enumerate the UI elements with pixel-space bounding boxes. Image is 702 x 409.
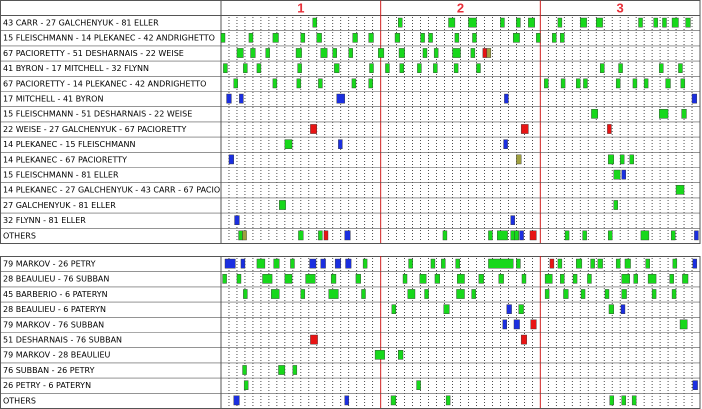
shift-bar: [479, 274, 484, 283]
row-label: 79 MARKOV - 28 BEAULIEU: [3, 350, 111, 360]
shift-bar: [378, 48, 384, 57]
shift-bar: [398, 18, 402, 27]
shift-bar: [446, 396, 450, 405]
shift-bar: [395, 33, 400, 42]
shift-bar: [622, 396, 626, 405]
shift-bar: [403, 274, 407, 283]
mixed-mark: [243, 231, 247, 240]
shift-bar: [563, 289, 568, 298]
goal-for-mark: [504, 140, 508, 149]
shift-bar: [633, 79, 637, 88]
shift-bar: [279, 200, 285, 209]
shift-bar: [591, 259, 595, 268]
shift-bar: [321, 48, 327, 57]
shift-bar: [237, 48, 243, 57]
shift-bar: [558, 259, 562, 268]
shift-bar: [353, 33, 358, 42]
shift-bar: [600, 64, 604, 73]
goal-for-mark: [338, 140, 342, 149]
shift-bar: [243, 64, 247, 73]
goal-for-mark: [337, 94, 345, 103]
row-label: 15 FLEISCHMANN - 51 DESHARNAIS - 22 WEISE: [3, 109, 193, 119]
shift-bar: [652, 289, 656, 298]
shift-bar: [293, 365, 297, 374]
row-label: 45 BARBERIO - 6 PATERYN: [3, 289, 108, 299]
shift-bar: [472, 289, 476, 298]
shift-bar: [609, 305, 614, 314]
shift-bar: [608, 231, 612, 240]
goal-for-mark: [241, 259, 245, 268]
shift-bar: [271, 289, 279, 298]
shift-bar: [614, 200, 618, 209]
shift-bar: [317, 33, 322, 42]
shift-bar: [576, 79, 580, 88]
shift-bar: [331, 274, 336, 283]
row-label: 28 BEAULIEU - 6 PATERYN: [3, 305, 106, 315]
row-label: 51 DESHARNAIS - 76 SUBBAN: [3, 335, 123, 345]
shift-bar: [500, 18, 504, 27]
shift-bar: [516, 18, 520, 27]
shift-bar: [369, 33, 374, 42]
shift-bar: [417, 381, 421, 390]
shift-bar: [519, 305, 524, 314]
shift-bar: [349, 48, 353, 57]
row-label: 27 GALCHENYUK - 81 ELLER: [3, 200, 116, 210]
shift-bar: [610, 396, 614, 405]
shift-bar: [622, 289, 627, 298]
shift-bar: [625, 259, 631, 268]
row-label: 43 CARR - 27 GALCHENYUK - 81 ELLER: [3, 18, 159, 28]
shift-bar: [290, 259, 294, 268]
period-label-3: 3: [616, 0, 624, 16]
shift-bar: [375, 350, 385, 359]
shift-bar: [421, 33, 425, 42]
goal-for-mark: [520, 231, 524, 240]
row-label: 79 MARKOV - 26 PETRY: [3, 259, 96, 269]
shift-bar: [545, 274, 552, 283]
shift-bar: [306, 274, 316, 283]
shift-bar: [515, 231, 519, 240]
shift-bar: [318, 79, 322, 88]
shift-bar: [329, 289, 339, 298]
row-label: OTHERS: [3, 231, 36, 241]
goal-for-mark: [511, 216, 515, 225]
shift-bar: [513, 33, 519, 42]
goal-for-mark: [346, 259, 352, 268]
goal-for-mark: [504, 94, 508, 103]
shift-bar: [221, 33, 225, 42]
goal-for-mark: [310, 259, 316, 268]
shift-bar: [296, 48, 302, 57]
shift-bar: [435, 274, 440, 283]
shift-bar: [654, 18, 658, 27]
shift-bar: [362, 289, 366, 298]
shift-bar: [641, 231, 649, 240]
shift-bar: [297, 79, 301, 88]
shift-bar: [522, 274, 526, 283]
shift-bar: [497, 231, 507, 240]
shift-bar: [616, 79, 620, 88]
shift-bar: [278, 365, 284, 374]
shift-bar: [516, 259, 520, 268]
shift-bar: [454, 64, 458, 73]
shift-bar: [249, 33, 253, 42]
row-label: 14 PLEKANEC - 15 FLEISCHMANN: [3, 140, 136, 150]
shift-bar: [301, 33, 305, 42]
shift-bar: [409, 259, 413, 268]
shift-bar: [301, 289, 305, 298]
shift-bar: [472, 33, 476, 42]
goal-for-mark: [694, 231, 698, 240]
shift-bar: [552, 33, 556, 42]
shift-bar: [285, 274, 292, 283]
goal-against-mark: [310, 124, 316, 133]
shift-bar: [678, 64, 682, 73]
shift-bar: [680, 320, 687, 329]
row-label: 32 FLYNN - 81 ELLER: [3, 216, 86, 226]
goal-for-mark: [622, 170, 626, 179]
goal-for-mark: [693, 381, 698, 390]
shift-bar: [528, 18, 534, 27]
shift-bar: [511, 231, 515, 240]
shift-bar: [468, 18, 476, 27]
shift-bar: [274, 259, 280, 268]
row-label: 14 PLEKANEC - 67 PACIORETTY: [3, 155, 127, 165]
shift-bar: [488, 231, 492, 240]
period-label-1: 1: [297, 0, 305, 16]
shift-bar: [334, 64, 339, 73]
mixed-mark: [487, 48, 491, 57]
shift-bar: [565, 231, 569, 240]
goal-for-mark: [234, 396, 240, 405]
shift-bar: [659, 64, 663, 73]
goal-against-mark: [324, 231, 328, 240]
goal-for-mark: [507, 305, 512, 314]
shift-bar: [369, 79, 373, 88]
shift-bar: [441, 259, 445, 268]
shift-bar: [676, 185, 684, 194]
shift-bar: [620, 155, 624, 164]
goal-for-mark: [345, 231, 351, 240]
row-label: 15 FLEISCHMANN - 81 ELLER: [3, 170, 119, 180]
shift-bar: [223, 64, 227, 73]
shift-bar: [392, 305, 396, 314]
shift-bar: [488, 259, 513, 268]
shift-bar: [672, 18, 678, 27]
shift-bar: [420, 274, 426, 283]
shift-bar: [298, 64, 302, 73]
row-label: 79 MARKOV - 76 SUBBAN: [3, 320, 105, 330]
goal-against-mark: [521, 124, 528, 133]
goal-for-mark: [229, 155, 234, 164]
row-label: 76 SUBBAN - 26 PETRY: [3, 365, 95, 375]
shift-bar: [662, 18, 666, 27]
goal-for-mark: [621, 305, 625, 314]
shift-bar: [608, 155, 614, 164]
shift-bar: [560, 274, 564, 283]
goal-for-mark: [239, 94, 243, 103]
shift-bar: [616, 259, 620, 268]
shift-bar: [639, 18, 643, 27]
shift-bar: [456, 259, 460, 268]
goal-for-mark: [235, 216, 240, 225]
mixed-mark: [516, 155, 521, 164]
shift-bar: [457, 289, 465, 298]
row-label: 17 MITCHELL - 41 BYRON: [3, 94, 104, 104]
goal-for-mark: [693, 259, 697, 268]
shift-bar: [545, 289, 549, 298]
shift-bar: [356, 274, 361, 283]
shift-bar: [580, 18, 586, 27]
shift-bar: [634, 274, 638, 283]
shift-bar: [630, 155, 634, 164]
shift-bar: [614, 170, 620, 179]
shift-bar: [223, 274, 227, 283]
goal-for-mark: [227, 94, 232, 103]
period-header: [1, 1, 701, 16]
shift-bar: [369, 64, 373, 73]
shift-bar: [434, 48, 438, 57]
shift-bar: [591, 109, 597, 118]
goal-for-mark: [335, 259, 341, 268]
row-label: 67 PACIORETTY - 51 DESHARNAIS - 22 WEISE: [3, 48, 184, 58]
shift-bar: [391, 396, 396, 405]
shift-bar: [443, 231, 447, 240]
shift-bar: [644, 79, 648, 88]
row-label: OTHERS: [3, 396, 36, 406]
shift-bar: [237, 274, 241, 283]
row-label: 14 PLEKANEC - 27 GALCHENYUK - 43 CARR - 67 PACIO: [3, 185, 221, 195]
period-label-2: 2: [456, 0, 465, 16]
shift-bar: [400, 64, 404, 73]
shift-bar: [251, 48, 256, 57]
shift-bar: [457, 274, 464, 283]
shift-bar: [576, 259, 582, 268]
shift-bar: [455, 33, 459, 42]
shift-bar: [266, 48, 270, 57]
shift-bar: [243, 365, 247, 374]
shift-bar: [681, 79, 685, 88]
shift-bar: [318, 231, 322, 240]
shift-bar: [363, 259, 367, 268]
shift-bar: [536, 33, 540, 42]
shift-bar: [423, 48, 427, 57]
goal-against-mark: [607, 124, 611, 133]
shift-bar: [425, 289, 429, 298]
shift-bar: [239, 231, 243, 240]
shift-bar: [471, 48, 475, 57]
goal-for-mark: [225, 259, 235, 268]
shift-bar: [273, 33, 279, 42]
goal-for-mark: [321, 259, 326, 268]
shift-bar: [429, 33, 433, 42]
shift-bar: [257, 259, 265, 268]
row-label: 67 PACIORETTY - 14 PLEKANEC - 42 ANDRIGHETTO: [3, 79, 207, 89]
shift-bar: [449, 18, 455, 27]
shift-bar: [648, 274, 656, 283]
shift-bar: [682, 109, 687, 118]
shift-bar: [598, 259, 603, 268]
goal-against-mark: [483, 48, 487, 57]
shift-bar: [352, 79, 356, 88]
shift-bar: [431, 259, 435, 268]
shift-bar: [581, 289, 585, 298]
shift-bar: [558, 18, 562, 27]
shift-bar: [596, 18, 602, 27]
shift-bar: [433, 64, 437, 73]
shift-bar: [408, 289, 415, 298]
shift-bar: [672, 289, 676, 298]
goal-for-mark: [692, 94, 697, 103]
shift-bar: [313, 18, 317, 27]
row-label: 28 BEAULIEU - 76 SUBBAN: [3, 274, 110, 284]
row-label: 15 FLEISCHMANN - 14 PLEKANEC - 42 ANDRIGHETTO: [3, 33, 215, 43]
shift-bar: [257, 64, 261, 73]
shift-bar: [605, 289, 609, 298]
goal-against-mark: [531, 320, 537, 329]
shift-bar: [583, 231, 587, 240]
row-label: 41 BYRON - 17 MITCHELL - 32 FLYNN: [3, 64, 149, 74]
shift-bar: [263, 274, 273, 283]
goal-against-mark: [550, 259, 554, 268]
shift-bar: [671, 231, 675, 240]
shift-bar: [632, 396, 636, 405]
shift-bar: [583, 79, 587, 88]
shift-bar: [476, 64, 480, 73]
shift-bar: [398, 350, 403, 359]
shift-bar: [573, 274, 577, 283]
shift-bar: [561, 79, 565, 88]
goal-for-mark: [345, 396, 349, 405]
shift-bar: [243, 289, 247, 298]
shift-bar: [385, 64, 389, 73]
shift-bar: [619, 64, 623, 73]
shift-bar: [499, 274, 504, 283]
shift-bar: [244, 381, 248, 390]
shift-bar: [646, 259, 650, 268]
shift-bar: [686, 18, 691, 27]
row-label: 22 WEISE - 27 GALCHENYUK - 67 PACIORETTY: [3, 124, 187, 134]
shift-bar: [682, 274, 688, 283]
shift-bar: [333, 48, 337, 57]
shift-bar: [673, 259, 677, 268]
shift-bar: [587, 274, 591, 283]
shift-bar: [560, 33, 564, 42]
goal-against-mark: [310, 335, 317, 344]
shift-bar: [444, 305, 450, 314]
shift-bar: [666, 79, 671, 88]
shift-bar: [285, 140, 292, 149]
shift-bar: [659, 109, 668, 118]
shift-bar: [417, 64, 421, 73]
shift-bar: [453, 48, 461, 57]
shift-bar: [234, 79, 238, 88]
goal-for-mark: [503, 320, 507, 329]
shift-bar: [670, 274, 674, 283]
goal-against-mark: [521, 335, 527, 344]
shift-bar: [622, 274, 630, 283]
shift-bar: [399, 48, 405, 57]
row-label: 26 PETRY - 6 PATERYN: [3, 381, 92, 391]
shift-bar: [273, 79, 277, 88]
goal-against-mark: [530, 231, 536, 240]
goal-for-mark: [514, 320, 520, 329]
shift-bar: [298, 231, 303, 240]
shift-bar: [544, 79, 548, 88]
